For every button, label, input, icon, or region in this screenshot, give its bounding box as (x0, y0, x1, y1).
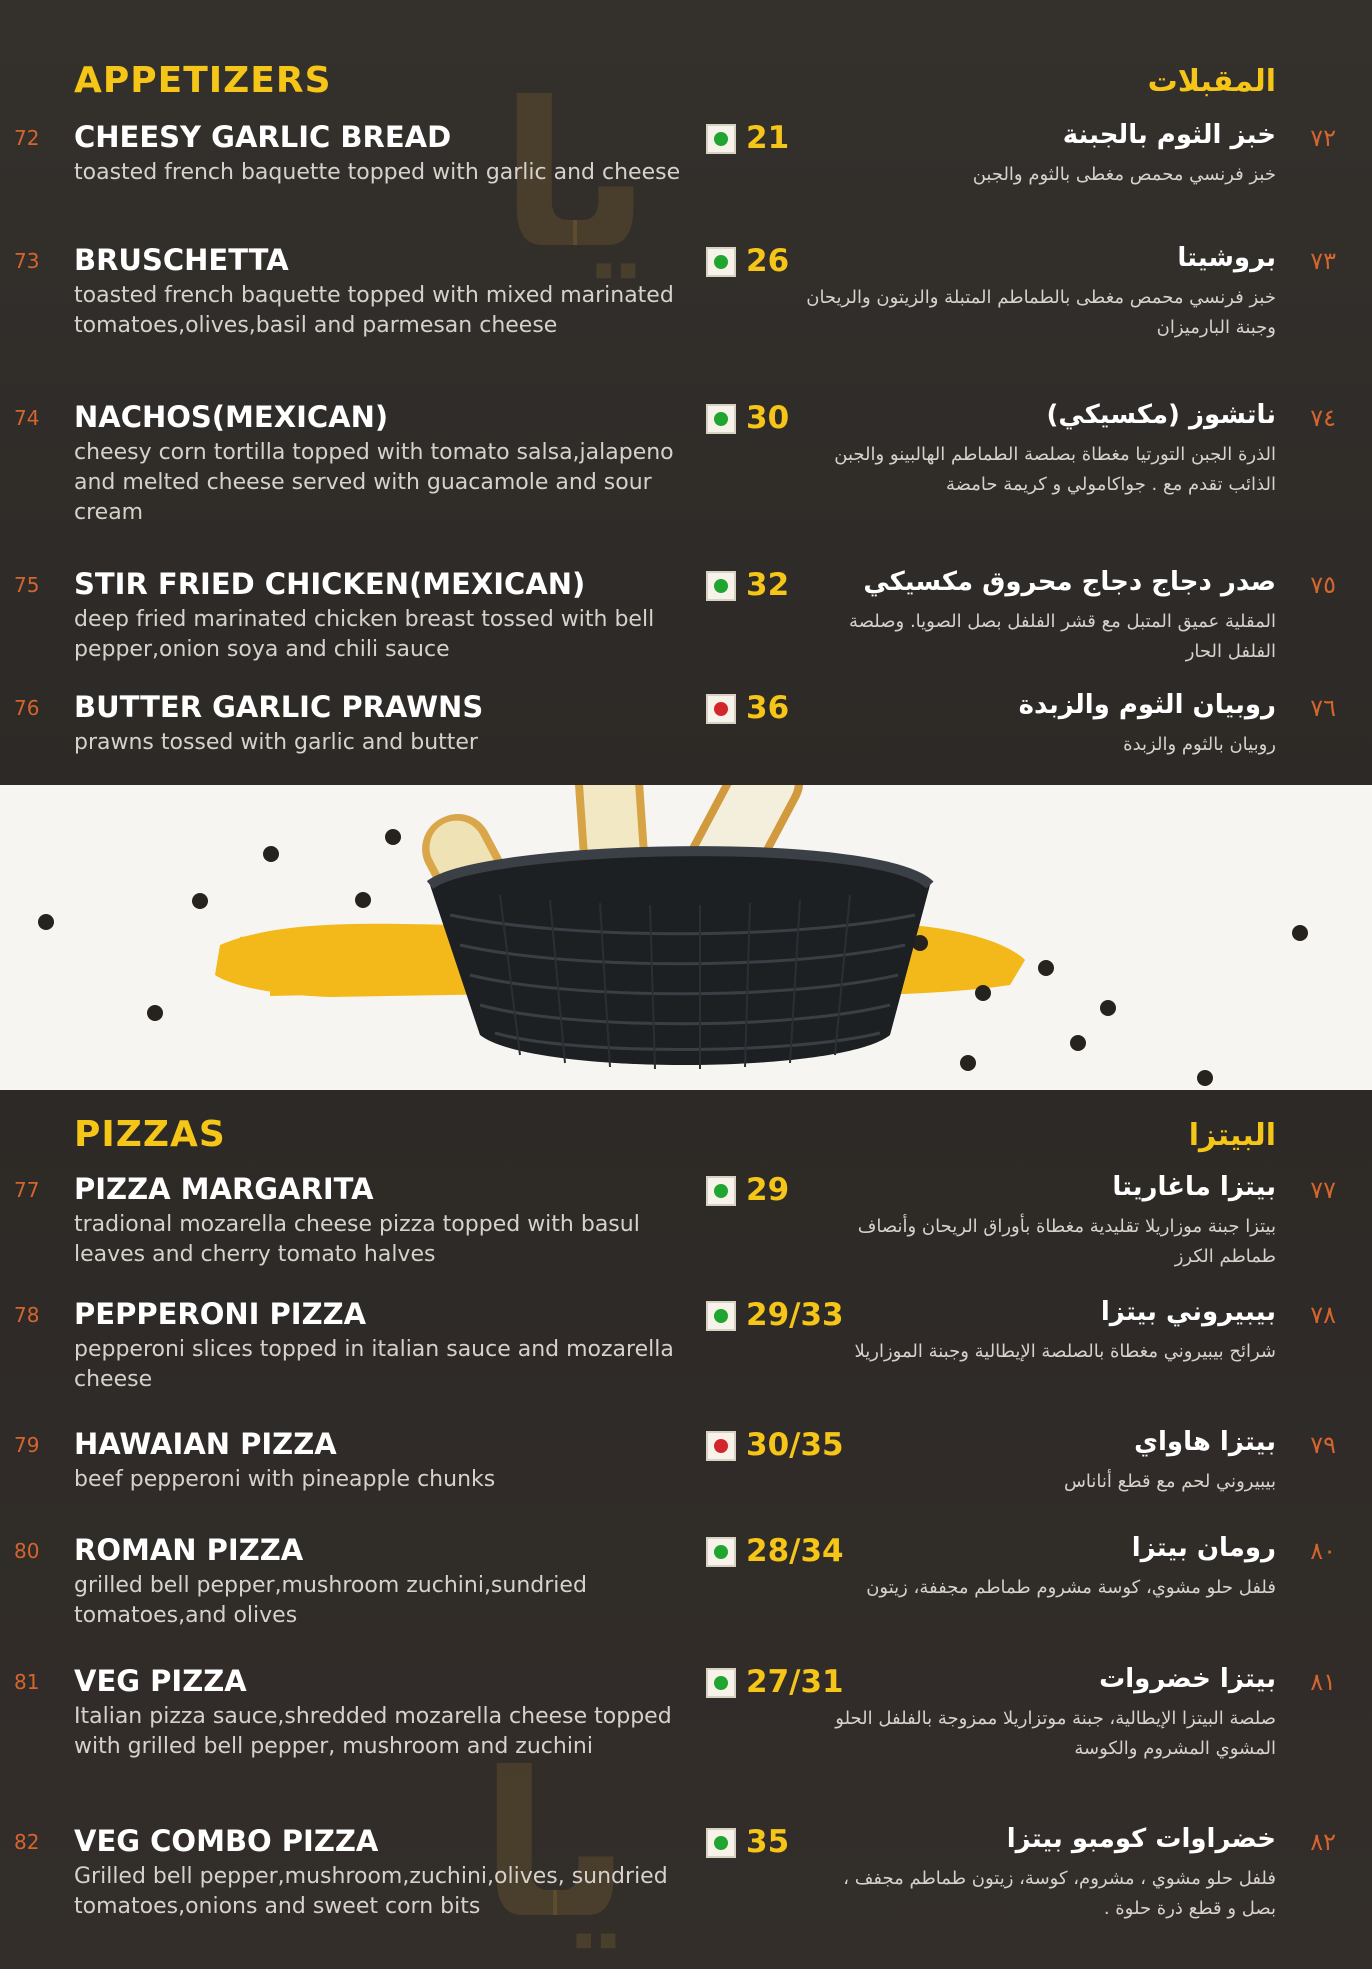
item-number: 77 (14, 1178, 40, 1202)
item-number-arabic: ٨٠ (1310, 1537, 1336, 1565)
item-name-arabic: بيتزا خضروات (1099, 1664, 1276, 1694)
pizzas-heading: PIZZAS (74, 1114, 226, 1155)
decor-dot (1197, 1070, 1213, 1086)
watermark-logo: ﻳﺎ (500, 60, 651, 293)
item-name: PEPPERONI PIZZA (74, 1297, 367, 1331)
item-description-arabic: صلصة البيتزا الإيطالية، جبنة موتزاريلا ممزوجة بالفلفل الحلو المشوي المشروم والكوسة (835, 1708, 1276, 1759)
item-number: 80 (14, 1539, 40, 1563)
decor-dot (192, 893, 208, 909)
nonveg-indicator-icon (706, 1431, 736, 1461)
item-description-arabic: فلفل حلو مشوي، كوسة مشروم طماطم مجففة، زيتون (866, 1577, 1276, 1598)
item-name-arabic: ناتشوز (مكسيكي) (1046, 400, 1276, 430)
item-name-arabic: بيتزا هاواي (1134, 1427, 1276, 1457)
item-price: 29/33 (746, 1297, 844, 1333)
item-name: VEG PIZZA (74, 1664, 247, 1698)
item-name: ROMAN PIZZA (74, 1533, 304, 1567)
item-description-arabic: المقلية عميق المتبل مع قشر الفلفل بصل الصويا. وصلصة الفلفل الحار (849, 611, 1276, 662)
item-number: 72 (14, 126, 40, 150)
item-price: 36 (746, 690, 790, 726)
item-number-arabic: ٨٢ (1310, 1828, 1336, 1856)
item-number: 82 (14, 1830, 40, 1854)
decor-dot (147, 1005, 163, 1021)
item-number: 79 (14, 1433, 40, 1457)
decor-dot (1100, 1000, 1116, 1016)
item-price: 30 (746, 400, 790, 436)
item-name: BRUSCHETTA (74, 243, 289, 277)
item-description-arabic: فلفل حلو مشوي ، مشروم، كوسة، زيتون طماطم مجفف ، بصل و قطع ذرة حلوة . (843, 1868, 1276, 1919)
item-description: tradional mozarella cheese pizza topped with basul leaves and cherry tomato halves (74, 1212, 640, 1267)
item-description-arabic: الذرة الجبن التورتيا مغطاة بصلصة الطماطم الهالبينو والجبن الذائب تقدم مع . جواكامولي و كريمة حامضة (834, 444, 1276, 495)
item-description: toasted french baquette topped with mixed marinated tomatoes,olives,basil and parmesan cheese (74, 283, 674, 338)
decor-dot (355, 892, 371, 908)
item-number-arabic: ٧٢ (1310, 124, 1336, 152)
decor-dot (1070, 1035, 1086, 1051)
veg-indicator-icon (706, 404, 736, 434)
item-number: 78 (14, 1303, 40, 1327)
item-name-arabic: روبيان الثوم والزبدة (1018, 690, 1276, 720)
item-price: 30/35 (746, 1427, 844, 1463)
item-description: Grilled bell pepper,mushroom,zuchini,olives, sundried tomatoes,onions and sweet corn bits (74, 1864, 668, 1919)
item-description: Italian pizza sauce,shredded mozarella cheese topped with grilled bell pepper, mushroom and zuchini (74, 1704, 672, 1759)
item-description: grilled bell pepper,mushroom zuchini,sundried tomatoes,and olives (74, 1573, 587, 1628)
item-price: 29 (746, 1172, 790, 1208)
item-price: 27/31 (746, 1664, 844, 1700)
item-description: cheesy corn tortilla topped with tomato salsa,jalapeno and melted cheese served with guacamole and sour cream (74, 440, 674, 525)
item-number-arabic: ٧٥ (1310, 571, 1336, 599)
veg-indicator-icon (706, 247, 736, 277)
item-name: BUTTER GARLIC PRAWNS (74, 690, 484, 724)
veg-indicator-icon (706, 1668, 736, 1698)
veg-indicator-icon (706, 571, 736, 601)
item-number-arabic: ٧٦ (1310, 694, 1336, 722)
veg-indicator-icon (706, 1301, 736, 1331)
item-number: 81 (14, 1670, 40, 1694)
veg-indicator-icon (706, 1537, 736, 1567)
decor-dot (385, 829, 401, 845)
pizzas-heading-arabic: البيتزا (1188, 1118, 1276, 1153)
item-name-arabic: صدر دجاج دجاج محروق مكسيكي (863, 567, 1276, 597)
item-price: 28/34 (746, 1533, 844, 1569)
item-number: 75 (14, 573, 40, 597)
item-name: PIZZA MARGARITA (74, 1172, 374, 1206)
item-description: toasted french baquette topped with garlic and cheese (74, 160, 681, 185)
item-description-arabic: شرائح بيبيروني مغطاة بالصلصة الإيطالية وجبنة الموزاريلا (854, 1341, 1276, 1362)
item-description: pepperoni slices topped in italian sauce and mozarella cheese (74, 1337, 674, 1392)
appetizers-section (0, 0, 1372, 785)
item-number: 73 (14, 249, 40, 273)
garlic-bread-basket-image (420, 785, 940, 1085)
decor-dot (263, 846, 279, 862)
item-description: deep fried marinated chicken breast tossed with bell pepper,onion soya and chili sauce (74, 607, 655, 662)
item-number-arabic: ٧٧ (1310, 1176, 1336, 1204)
item-description-arabic: بيبيروني لحم مع قطع أناناس (1063, 1471, 1276, 1492)
item-name-arabic: بروشيتا (1177, 243, 1276, 273)
item-description: beef pepperoni with pineapple chunks (74, 1467, 496, 1492)
item-number-arabic: ٨١ (1310, 1668, 1336, 1696)
item-name: NACHOS(MEXICAN) (74, 400, 389, 434)
item-name: STIR FRIED CHICKEN(MEXICAN) (74, 567, 586, 601)
item-number-arabic: ٧٩ (1310, 1431, 1336, 1459)
item-description: prawns tossed with garlic and butter (74, 730, 478, 755)
item-number: 74 (14, 406, 40, 430)
item-price: 21 (746, 120, 790, 156)
item-number-arabic: ٧٣ (1310, 247, 1336, 275)
item-price: 26 (746, 243, 790, 279)
decor-dot (1292, 925, 1308, 941)
watermark-logo: ﻳﺎ (480, 1730, 631, 1963)
decor-dot (960, 1055, 976, 1071)
item-number-arabic: ٧٤ (1310, 404, 1336, 432)
food-image-band (0, 785, 1372, 1090)
item-name-arabic: خضراوات كومبو بيتزا (1006, 1824, 1276, 1854)
item-name-arabic: خبز الثوم بالجبنة (1062, 120, 1276, 150)
nonveg-indicator-icon (706, 694, 736, 724)
veg-indicator-icon (706, 1828, 736, 1858)
veg-indicator-icon (706, 1176, 736, 1206)
item-number-arabic: ٧٨ (1310, 1301, 1336, 1329)
decor-dot (1038, 960, 1054, 976)
item-number: 76 (14, 696, 40, 720)
decor-dot (975, 985, 991, 1001)
item-name-arabic: رومان بيتزا (1131, 1533, 1276, 1563)
item-description-arabic: خبز فرنسي محمص مغطى بالطماطم المتبلة والزيتون والريحان وجبنة البارميزان (806, 287, 1276, 338)
item-name-arabic: بيتزا ماغاريتا (1112, 1172, 1276, 1202)
appetizers-heading: APPETIZERS (74, 60, 332, 101)
item-name-arabic: بيبيروني بيتزا (1100, 1297, 1276, 1327)
item-name: VEG COMBO PIZZA (74, 1824, 379, 1858)
pizzas-section (0, 1090, 1372, 1969)
veg-indicator-icon (706, 124, 736, 154)
item-description-arabic: روبيان بالثوم والزبدة (1123, 734, 1276, 755)
item-name: HAWAIAN PIZZA (74, 1427, 337, 1461)
item-name: CHEESY GARLIC BREAD (74, 120, 452, 154)
appetizers-heading-arabic: المقبلات (1147, 64, 1276, 99)
decor-dot (38, 914, 54, 930)
item-description-arabic: خبز فرنسي محمص مغطى بالثوم والجبن (972, 164, 1276, 185)
item-price: 32 (746, 567, 790, 603)
item-description-arabic: بيتزا جبنة موزاريلا تقليدية مغطاة بأوراق الريحان وأنصاف طماطم الكرز (857, 1216, 1276, 1267)
item-price: 35 (746, 1824, 790, 1860)
